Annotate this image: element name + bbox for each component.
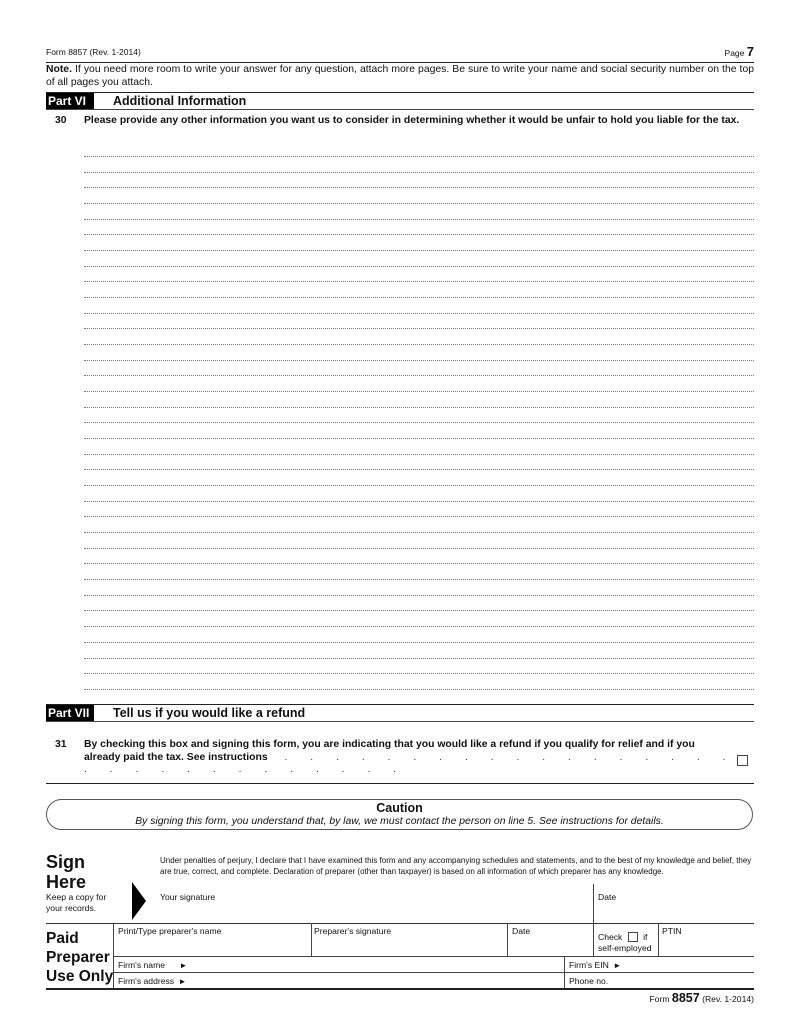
firm-ein-arrow-icon: ► <box>613 961 622 970</box>
answer-line[interactable] <box>84 689 754 705</box>
line-30-question: Please provide any other information you want us to consider in determining whether it would be unfair to hold you liable for the tax. <box>84 115 740 126</box>
preparer-title-3: Use Only <box>46 968 114 985</box>
line-30-number: 30 <box>55 115 67 126</box>
answer-line[interactable] <box>84 658 754 674</box>
page-number-value: 7 <box>746 44 754 59</box>
phone-label: Phone no. <box>569 976 609 986</box>
part6-bottom-rule <box>46 109 754 110</box>
caution-title: Caution <box>376 801 423 815</box>
ptin-field[interactable] <box>662 926 752 955</box>
self-employed-label: self-employed <box>598 942 652 953</box>
answer-line[interactable] <box>84 172 754 188</box>
answer-line[interactable] <box>84 548 754 564</box>
firm-address-label: Firm's address <box>118 976 175 986</box>
answer-line[interactable] <box>84 516 754 532</box>
page-prefix: Page <box>724 48 745 58</box>
answer-line[interactable] <box>84 344 754 360</box>
part7-end-rule <box>46 783 754 784</box>
part6-tag: Part VI <box>46 93 94 109</box>
paid-preparer-title <box>46 929 113 986</box>
part7-title: Tell us if you would like a refund <box>113 706 306 720</box>
header-rule <box>46 62 754 63</box>
answer-line[interactable] <box>84 391 754 407</box>
answer-line[interactable] <box>84 438 754 454</box>
part7-tag: Part VII <box>46 705 94 721</box>
sign-date-divider <box>593 884 594 923</box>
answer-line[interactable] <box>84 313 754 329</box>
sign-arrow-icon <box>132 882 146 920</box>
answer-line[interactable] <box>84 328 754 344</box>
row-divider <box>113 972 754 973</box>
footer-revision: (Rev. 1-2014) <box>702 994 754 1004</box>
note-label: Note. <box>46 64 72 75</box>
answer-line[interactable] <box>84 673 754 689</box>
sign-title-2: Here <box>46 872 87 892</box>
sign-date-label: Date <box>598 892 617 902</box>
keep-copy-note: Keep a copy for your records. <box>46 892 107 913</box>
line-31-text-2 <box>84 752 754 777</box>
line-31-number: 31 <box>55 739 67 750</box>
sign-title-1: Sign <box>46 852 85 872</box>
check-line <box>598 932 658 943</box>
answer-line[interactable] <box>84 156 754 172</box>
preparer-top-rule <box>46 923 754 924</box>
preparer-title-1: Paid <box>46 930 79 947</box>
answer-line[interactable] <box>84 297 754 313</box>
part7-bottom-rule <box>46 721 754 722</box>
your-signature-label: Your signature <box>160 892 216 902</box>
answer-line[interactable] <box>84 281 754 297</box>
answer-line[interactable] <box>84 579 754 595</box>
answer-line[interactable] <box>84 203 754 219</box>
answer-line[interactable] <box>84 532 754 548</box>
answer-line[interactable] <box>84 250 754 266</box>
row-divider <box>113 956 754 957</box>
footer-form-number: 8857 <box>671 991 700 1005</box>
firm-name-arrow-icon: ► <box>179 961 188 970</box>
additional-info-answer-area[interactable] <box>84 156 754 705</box>
self-employed-checkbox[interactable] <box>628 932 638 942</box>
answer-line[interactable] <box>84 610 754 626</box>
your-signature-field[interactable] <box>160 892 590 920</box>
self-employed-check <box>598 932 658 953</box>
divider <box>593 923 594 956</box>
form-footer <box>649 991 754 1005</box>
part6-title: Additional Information <box>113 94 247 108</box>
page-number <box>725 44 754 59</box>
line-31-question <box>84 739 754 777</box>
sign-date-field[interactable] <box>598 892 748 920</box>
answer-line[interactable] <box>84 266 754 282</box>
firm-ein-label: Firm's EIN <box>569 960 609 970</box>
divider <box>311 923 312 956</box>
leader-dots: . . . . . . . . . . . . . . . . . . . . . . . . . . . . . . . <box>84 751 736 775</box>
answer-line[interactable] <box>84 219 754 235</box>
note-text: If you need more room to write your answer for any question, attach more pages. Be sure to write your name and social security number on the top of all pages you attach. <box>46 64 754 88</box>
preparer-signature-field[interactable] <box>314 926 504 955</box>
caution-text: By signing this form, you understand that, by law, we must contact the person on line 5. See instructions for details. <box>135 816 664 827</box>
phone-field[interactable] <box>569 976 749 988</box>
firm-address-arrow-icon: ► <box>178 977 187 986</box>
preparer-signature-label: Preparer's signature <box>314 926 392 936</box>
answer-line[interactable] <box>84 501 754 517</box>
answer-line[interactable] <box>84 187 754 203</box>
sign-here-title <box>46 852 86 892</box>
answer-line[interactable] <box>84 234 754 250</box>
answer-line[interactable] <box>84 422 754 438</box>
divider <box>507 923 508 956</box>
penalty-statement: Under penalties of perjury, I declare that I have examined this form and any accompanying schedules and statements, and to the best of my knowledge and belief, they are true, correct, and complete. Declaration of preparer (other than taxpayer) is based on all information of which preparer has any knowledge. <box>160 856 752 876</box>
refund-checkbox[interactable] <box>737 755 748 766</box>
answer-line[interactable] <box>84 485 754 501</box>
preparer-name-field[interactable] <box>118 926 308 955</box>
firm-address-field[interactable] <box>118 976 558 988</box>
answer-line[interactable] <box>84 375 754 391</box>
if-label: if <box>643 932 648 942</box>
check-label: Check <box>598 932 623 942</box>
answer-line[interactable] <box>84 407 754 423</box>
firm-name-label: Firm's name <box>118 960 166 970</box>
answer-line[interactable] <box>84 360 754 376</box>
note <box>46 64 754 89</box>
answer-line[interactable] <box>84 454 754 470</box>
line-31-text-2-label: already paid the tax. See instructions <box>84 751 268 763</box>
line-31-text-1: By checking this box and signing this form, you are indicating that you would like a refund if you qualify for relief and if you <box>84 739 695 750</box>
answer-line[interactable] <box>84 642 754 658</box>
answer-line[interactable] <box>84 469 754 485</box>
footer-form-prefix: Form <box>649 994 670 1004</box>
preparer-date-label: Date <box>512 926 531 936</box>
answer-line[interactable] <box>84 595 754 611</box>
answer-line[interactable] <box>84 626 754 642</box>
answer-line[interactable] <box>84 563 754 579</box>
ptin-label: PTIN <box>662 926 682 936</box>
form-revision-label: Form 8857 (Rev. 1-2014) <box>46 47 141 57</box>
preparer-bottom-rule <box>46 988 754 990</box>
preparer-date-field[interactable] <box>512 926 590 955</box>
divider <box>658 923 659 956</box>
caution-box <box>46 799 753 830</box>
preparer-name-label: Print/Type preparer's name <box>118 926 222 936</box>
preparer-title-2: Preparer <box>46 949 110 966</box>
